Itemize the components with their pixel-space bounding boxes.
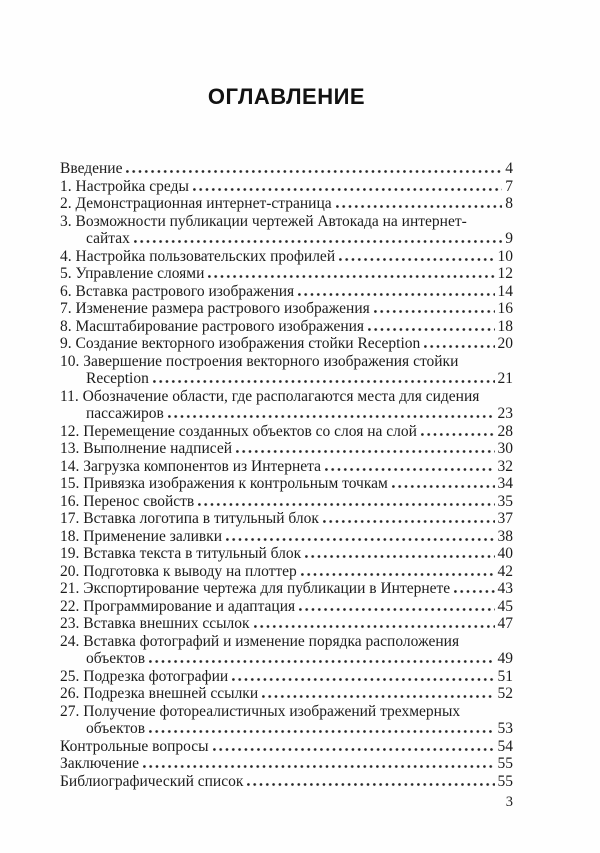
toc-entry [60, 388, 513, 423]
dot-leader [332, 196, 506, 208]
toc-entry-row [60, 440, 513, 458]
toc-entry-page: 18 [497, 317, 513, 335]
toc-entry-page: 4 [505, 160, 513, 177]
toc-entry [60, 598, 513, 616]
toc-entry [60, 773, 513, 791]
toc-entry-page: 14 [497, 282, 513, 300]
dot-leader [335, 249, 497, 261]
toc-entry [60, 195, 513, 213]
dot-leader [130, 231, 505, 243]
toc-entry-row [60, 335, 513, 353]
dot-leader [321, 459, 498, 471]
toc-entry-text: 4. Настройка пользовательских профилей [60, 247, 336, 265]
toc-entry-page: 30 [497, 440, 513, 457]
toc-entry-text: 19. Вставка текста в титульный блок [60, 545, 302, 562]
toc-entry [60, 440, 513, 458]
toc-entry-text: Библиографический список [60, 772, 244, 790]
toc-entry [60, 633, 513, 668]
toc-entry-row [60, 598, 513, 616]
toc-entry-text: пассажиров [86, 405, 164, 422]
toc-entry-row [60, 615, 513, 633]
toc-entry-text: 25. Подрезка фотографии [60, 667, 229, 685]
toc-entry-text: 26. Подрезка внешней ссылки [60, 685, 259, 702]
toc-entry-row [60, 458, 513, 476]
dot-leader [149, 371, 498, 383]
toc-entry-row [60, 423, 513, 441]
toc-entry-text: Контрольные вопросы [60, 737, 209, 755]
toc-entry-text: Заключение [60, 755, 140, 772]
toc-entry-page: 51 [497, 667, 513, 685]
toc-entry-text: 10. Завершение построения векторного изображения стойки [60, 352, 459, 370]
dot-leader [204, 266, 497, 278]
toc-entry-row [60, 160, 513, 178]
toc-entry [60, 528, 513, 546]
toc-entry [60, 580, 513, 598]
toc-entry-page: 43 [497, 580, 513, 597]
toc-entry [60, 563, 513, 581]
dot-leader [319, 511, 498, 523]
toc-entry-page: 9 [505, 230, 513, 247]
toc-entry-page: 42 [497, 562, 513, 580]
toc-entry-row [60, 230, 513, 248]
toc-entry-text: 22. Программирование и адаптация [60, 597, 296, 615]
toc-entry [60, 178, 513, 196]
toc-entry [60, 615, 513, 633]
toc-entry-row [60, 650, 513, 668]
dot-leader [139, 756, 497, 768]
toc-entry [60, 353, 513, 388]
toc-entry [60, 335, 513, 353]
toc-entry-text: Введение [60, 160, 123, 177]
toc-entry [60, 685, 513, 703]
toc-entry-row [60, 370, 513, 388]
toc-entry-row [60, 248, 513, 266]
toc-entry-page: 7 [505, 177, 513, 195]
toc-entry-page: 52 [497, 685, 513, 702]
dot-leader [370, 301, 498, 313]
dot-leader [189, 179, 505, 191]
toc-entry-page: 40 [497, 545, 513, 562]
toc-entry-page: 38 [497, 527, 513, 545]
toc-entry [60, 160, 513, 178]
toc-entry-row [60, 773, 513, 791]
toc-entry-page: 49 [497, 650, 513, 667]
toc-entry-text: 12. Перемещение созданных объектов со слоя на слой [60, 422, 417, 440]
toc-entry-row [60, 318, 513, 336]
toc-entry-row [60, 283, 513, 301]
toc-entry-row [60, 755, 513, 773]
toc-entry-page: 12 [497, 265, 513, 282]
page-title: ОГЛАВЛЕНИЕ [207, 84, 366, 109]
toc-entry-row [60, 265, 513, 283]
dot-leader [194, 494, 497, 506]
toc-entry-page: 54 [497, 737, 513, 755]
toc-entry-page: 8 [505, 195, 513, 212]
toc-entry [60, 475, 513, 493]
dot-leader [222, 529, 497, 541]
toc-entry-page: 45 [497, 597, 513, 615]
toc-entry-text: 13. Выполнение надписей [60, 440, 232, 457]
dot-leader [122, 161, 505, 173]
toc-entry-text: 9. Создание векторного изображения стойки Reception [60, 335, 421, 352]
toc-entry-page: 55 [497, 755, 513, 772]
toc-entry-row [60, 685, 513, 703]
toc-entry-text: 17. Вставка логотипа в титульный блок [60, 510, 319, 527]
toc-entry-page: 53 [497, 720, 513, 737]
dot-leader [228, 669, 497, 681]
toc-entry [60, 510, 513, 528]
toc-entry-page: 23 [497, 405, 513, 422]
dot-leader [297, 564, 498, 576]
toc-entry-text: Reception [86, 370, 149, 387]
toc-entry-page: 35 [497, 492, 513, 510]
toc-entry-page: 20 [497, 335, 513, 352]
toc-entry [60, 458, 513, 476]
dot-leader [364, 319, 497, 331]
dot-leader [145, 721, 497, 733]
toc-entry-row [60, 580, 513, 598]
toc-entry [60, 738, 513, 756]
dot-leader [209, 739, 498, 751]
dot-leader [420, 336, 497, 348]
toc-entry-row [60, 493, 513, 511]
toc-entry-text: 15. Привязка изображения к контрольным точкам [60, 475, 388, 492]
toc-entry-text: 24. Вставка фотографий и изменение порядка расположения [60, 632, 460, 650]
toc-entry-row [60, 405, 513, 423]
dot-leader [417, 424, 498, 436]
toc-entry-row [60, 195, 513, 213]
dot-leader [232, 441, 498, 453]
toc-entry-text: 27. Получение фотореалистичных изображений трехмерных [60, 702, 461, 720]
toc-entry-page: 47 [497, 615, 513, 632]
toc-entry [60, 668, 513, 686]
dot-leader [450, 581, 497, 593]
toc-entry-text: 11. Обозначение области, где располагаются места для сидения [60, 387, 480, 405]
toc-entry-text: 1. Настройка среды [60, 177, 189, 195]
dot-leader [145, 651, 497, 663]
dot-leader [295, 599, 497, 611]
dot-leader [388, 476, 498, 488]
toc-entry [60, 213, 513, 248]
dot-leader [258, 686, 497, 698]
dot-leader [243, 774, 497, 786]
toc-entry [60, 318, 513, 336]
toc-entry-row [60, 528, 513, 546]
toc-entry-page: 16 [497, 300, 513, 317]
page-number: 3 [505, 794, 513, 810]
toc-entry [60, 703, 513, 738]
toc-entry-row [60, 720, 513, 738]
toc-entry-text: 2. Демонстрационная интернет-страница [60, 195, 332, 212]
toc-entry [60, 248, 513, 266]
toc-entry-page: 28 [497, 422, 513, 440]
toc-entry [60, 423, 513, 441]
toc-entry-text: 7. Изменение размера растрового изображения [60, 300, 370, 317]
toc-entry-text: сайтах [86, 230, 130, 247]
dot-leader [301, 546, 497, 558]
toc-entry-row [60, 510, 513, 528]
toc-entry-row [60, 668, 513, 686]
toc-entry [60, 493, 513, 511]
toc-entry [60, 300, 513, 318]
toc-entry-text: 23. Вставка внешних ссылок [60, 615, 250, 632]
toc-entry-row [60, 563, 513, 581]
toc-entry-text: 16. Перенос свойств [60, 492, 195, 510]
toc-entry-row [60, 738, 513, 756]
toc-entry-page: 10 [497, 247, 513, 265]
toc-entry-row [60, 178, 513, 196]
toc-entry-page: 34 [497, 475, 513, 492]
toc-entry-text: 3. Возможности публикации чертежей Автокада на интернет- [60, 212, 467, 230]
toc-entry [60, 265, 513, 283]
toc-entry-row [60, 545, 513, 563]
toc-entry-page: 32 [497, 457, 513, 475]
toc-entry-text: 20. Подготовка к выводу на плоттер [60, 562, 297, 580]
toc-entry-text: 6. Вставка растрового изображения [60, 282, 295, 300]
toc-entry-page: 37 [497, 510, 513, 527]
toc-entry-page: 55 [497, 772, 513, 790]
toc-entry-text: объектов [86, 720, 146, 737]
toc-list [60, 160, 513, 790]
toc-entry-text: 21. Экспортирование чертежа для публикации в Интернете [60, 580, 451, 597]
toc-entry [60, 283, 513, 301]
toc-entry-page: 21 [497, 370, 513, 387]
dot-leader [294, 284, 497, 296]
toc-entry-row [60, 300, 513, 318]
toc-entry [60, 545, 513, 563]
toc-entry-row [60, 475, 513, 493]
dot-leader [164, 406, 498, 418]
toc-entry-text: 18. Применение заливки [60, 527, 223, 545]
toc-entry-text: 5. Управление слоями [60, 265, 205, 282]
toc-entry [60, 755, 513, 773]
toc-entry-text: объектов [86, 650, 146, 667]
toc-entry-text: 14. Загрузка компонентов из Интернета [60, 457, 321, 475]
toc-entry-text: 8. Масштабирование растрового изображения [60, 317, 365, 335]
dot-leader [250, 616, 498, 628]
